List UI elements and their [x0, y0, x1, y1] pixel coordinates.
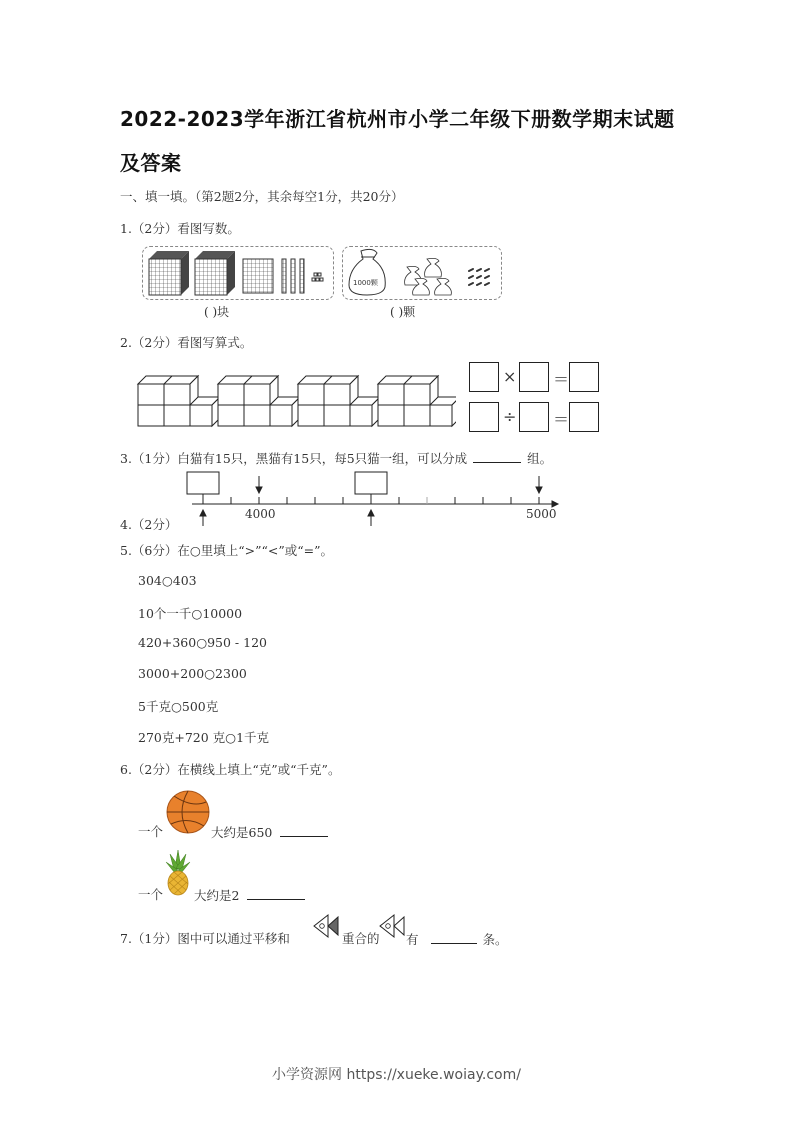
question-6-item-1	[138, 822, 163, 840]
basketball-image	[166, 790, 210, 834]
question-6-item-2-text	[194, 885, 305, 904]
compare-item-2[interactable]: 10个一千○10000	[138, 606, 243, 621]
footer-watermark: 小学资源网 https://xueke.woiay.com/	[272, 1067, 521, 1083]
bean-bags-panel	[342, 246, 502, 300]
basketball-icon	[166, 790, 210, 834]
pineapple-weight-blank[interactable]	[247, 885, 305, 900]
compare-item-4[interactable]: 3000+200○2300	[138, 666, 247, 681]
item-1-prefix: 一个	[138, 824, 164, 839]
item-2-suffix: 大约是2	[194, 888, 240, 903]
base-ten-blocks-icon	[143, 247, 333, 299]
compare-item-1[interactable]: 304○403	[138, 573, 197, 588]
cube-groups-icon	[136, 372, 456, 428]
item-1-suffix: 大约是650	[211, 825, 273, 840]
divide-result-box[interactable]	[569, 402, 599, 432]
question-3-answer-blank[interactable]	[473, 448, 521, 463]
section-heading: 一、填一填。（第2题2分，其余每空1分，共20分）	[120, 189, 404, 204]
divide-operand-1-box[interactable]	[469, 402, 499, 432]
item-2-prefix: 一个	[138, 887, 164, 902]
fish-icon	[312, 913, 340, 939]
multiply-operand-2-box[interactable]	[519, 362, 549, 392]
question-7-text-1: 7.（1分）图中可以通过平移和	[120, 931, 290, 946]
fish-shape-2	[378, 913, 406, 939]
number-line-answer-box-2[interactable]	[355, 472, 387, 494]
question-7-text-4: 条。	[482, 932, 508, 947]
multiply-operand-1-box[interactable]	[469, 362, 499, 392]
svg-text:1000颗: 1000颗	[353, 279, 378, 287]
question-7-mid	[342, 929, 380, 947]
question-3	[120, 448, 552, 467]
divide-operand-2-box[interactable]	[519, 402, 549, 432]
question-7-text-2: 重合的	[342, 931, 380, 946]
fish-shape-1	[312, 913, 340, 939]
basketball-weight-blank[interactable]	[280, 822, 328, 837]
question-5-label: 5.（6分）在○里填上“>”“<”或“=”。	[120, 543, 334, 558]
question-3-text: 3.（1分）白猫有15只，黑猫有15只，每5只猫一组，可以分成	[120, 451, 468, 466]
pineapple-icon	[164, 850, 192, 896]
number-line-label-4000: 4000	[245, 507, 276, 521]
question-1-blocks-caption: ( )块	[204, 305, 230, 319]
compare-item-6[interactable]: 270克+720 克○1千克	[138, 730, 270, 745]
document-title-line1: 2022-2023学年浙江省杭州市小学二年级下册数学期末试题	[120, 107, 675, 131]
cube-groups-figure	[136, 372, 456, 428]
base-ten-blocks-panel	[142, 246, 334, 300]
question-6-item-2	[138, 885, 163, 903]
document-title-line2: 及答案	[120, 151, 182, 175]
number-line-label-5000: 5000	[526, 507, 557, 521]
question-3-suffix: 组。	[527, 451, 553, 466]
question-1-beans-caption: ( )颗	[390, 305, 416, 319]
question-7-text-3: 有	[406, 932, 419, 947]
fish-outline-icon	[378, 913, 406, 939]
divide-sign: ÷	[503, 407, 517, 426]
compare-item-3[interactable]: 420+360○950 - 120	[138, 635, 267, 650]
number-line-answer-box-1[interactable]	[187, 472, 219, 494]
question-2-label: 2.（2分）看图写算式。	[120, 335, 253, 350]
bean-bags-icon	[343, 247, 501, 299]
question-6-item-1-text	[211, 822, 328, 841]
question-7-end	[406, 929, 508, 948]
multiply-result-box[interactable]	[569, 362, 599, 392]
pineapple-image	[164, 850, 192, 896]
question-7-answer-blank[interactable]	[431, 929, 477, 944]
question-4-label: 4.（2分）	[120, 517, 178, 532]
equals-sign-2: ＝	[553, 410, 570, 429]
question-7	[120, 929, 290, 947]
question-6-label: 6.（2分）在横线上填上“克”或“千克”。	[120, 762, 341, 777]
question-1-label: 1.（2分）看图写数。	[120, 221, 240, 236]
multiply-sign: ×	[503, 367, 517, 386]
compare-item-5[interactable]: 5千克○500克	[138, 699, 219, 714]
equals-sign-1: ＝	[553, 370, 570, 389]
